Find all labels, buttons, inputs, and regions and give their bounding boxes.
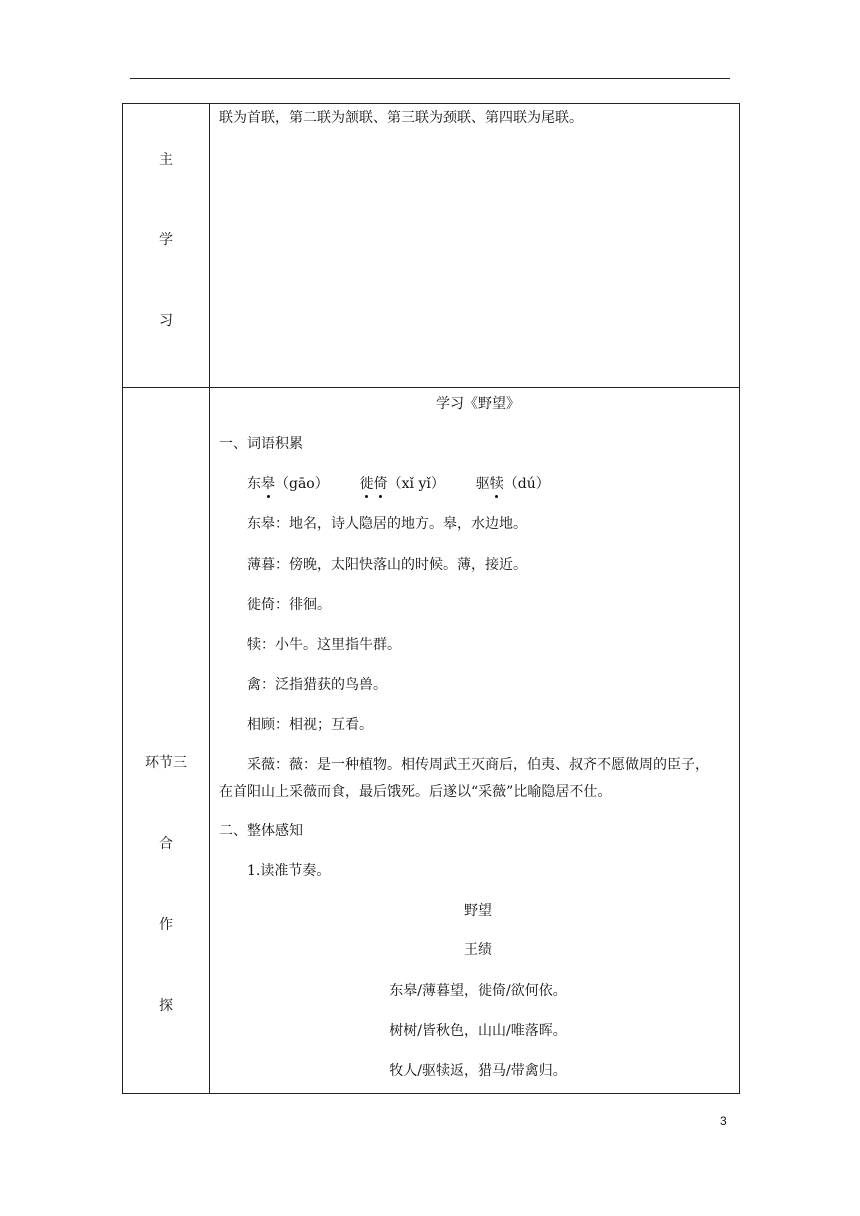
side-label-tan: 探 (159, 998, 173, 1014)
definition-caiwei: 采薇：薇：是一种植物。相传周武王灭商后，伯夷、叔齐不愿做周的臣子， (247, 757, 709, 773)
lesson-table (122, 103, 740, 1094)
side-label-xue: 学 (159, 232, 173, 248)
heading-vocab: 一、词语积累 (219, 436, 303, 452)
header-rule (130, 78, 730, 79)
vocab-pinyin-3: （dú） (503, 476, 550, 492)
definition: 东皋：地名，诗人隐居的地方。皋，水边地。 (247, 516, 527, 532)
poem-line: 树树/皆秋色，山山/唯落晖。 (389, 1023, 567, 1039)
definition-caiwei-cont: 在首阳山上采薇而食，最后饿死。后遂以“采薇”比喻隐居不仕。 (219, 784, 612, 800)
vocab-dotted-char: 犊 (489, 476, 504, 492)
bottom-content (219, 390, 737, 1090)
definition: 犊：小牛。这里指牛群。 (247, 637, 401, 653)
vocab-dotted-char: 徙 (359, 476, 374, 492)
vocab-pinyin-line (247, 474, 550, 494)
side-label-zhu: 主 (159, 152, 173, 168)
definition: 徙倚：徘徊。 (247, 597, 331, 613)
poem-line: 东皋/薄暮望，徙倚/欲何依。 (389, 983, 567, 999)
side-label-xi: 习 (159, 313, 173, 329)
vocab-pinyin-1: （gāo） (275, 476, 329, 492)
vocab-dotted-char: 皋 (261, 476, 275, 492)
definition: 禽：泛指猎获的鸟兽。 (247, 677, 387, 693)
page-number: 3 (720, 1114, 727, 1128)
definition: 薄暮：傍晚，太阳快落山的时候。薄，接近。 (247, 557, 527, 573)
poem-title: 野望 (464, 903, 492, 919)
section-title: 学习《野望》 (436, 396, 520, 412)
column-divider (209, 104, 210, 1093)
couplet-text: 联为首联，第二联为颔联、第三联为颈联、第四联为尾联。 (219, 110, 583, 126)
side-label-he: 合 (159, 836, 173, 852)
vocab-word-1: 东 (247, 476, 261, 492)
vocab-dotted-char: 倚 (373, 476, 388, 492)
vocab-pinyin-2: （xǐ yǐ） (387, 476, 445, 492)
definition: 相顾：相视；互看。 (247, 717, 373, 733)
step-rhythm: 1.读准节奏。 (247, 863, 331, 879)
poem-line: 牧人/驱犊返，猎马/带禽归。 (389, 1063, 567, 1079)
poem-author: 王绩 (464, 942, 492, 958)
vocab-word-3: 驱 (475, 476, 490, 492)
side-label-zuo: 作 (159, 917, 173, 933)
row-divider (123, 387, 739, 388)
heading-overview: 二、整体感知 (219, 823, 303, 839)
side-label-section: 环节三 (145, 755, 187, 771)
